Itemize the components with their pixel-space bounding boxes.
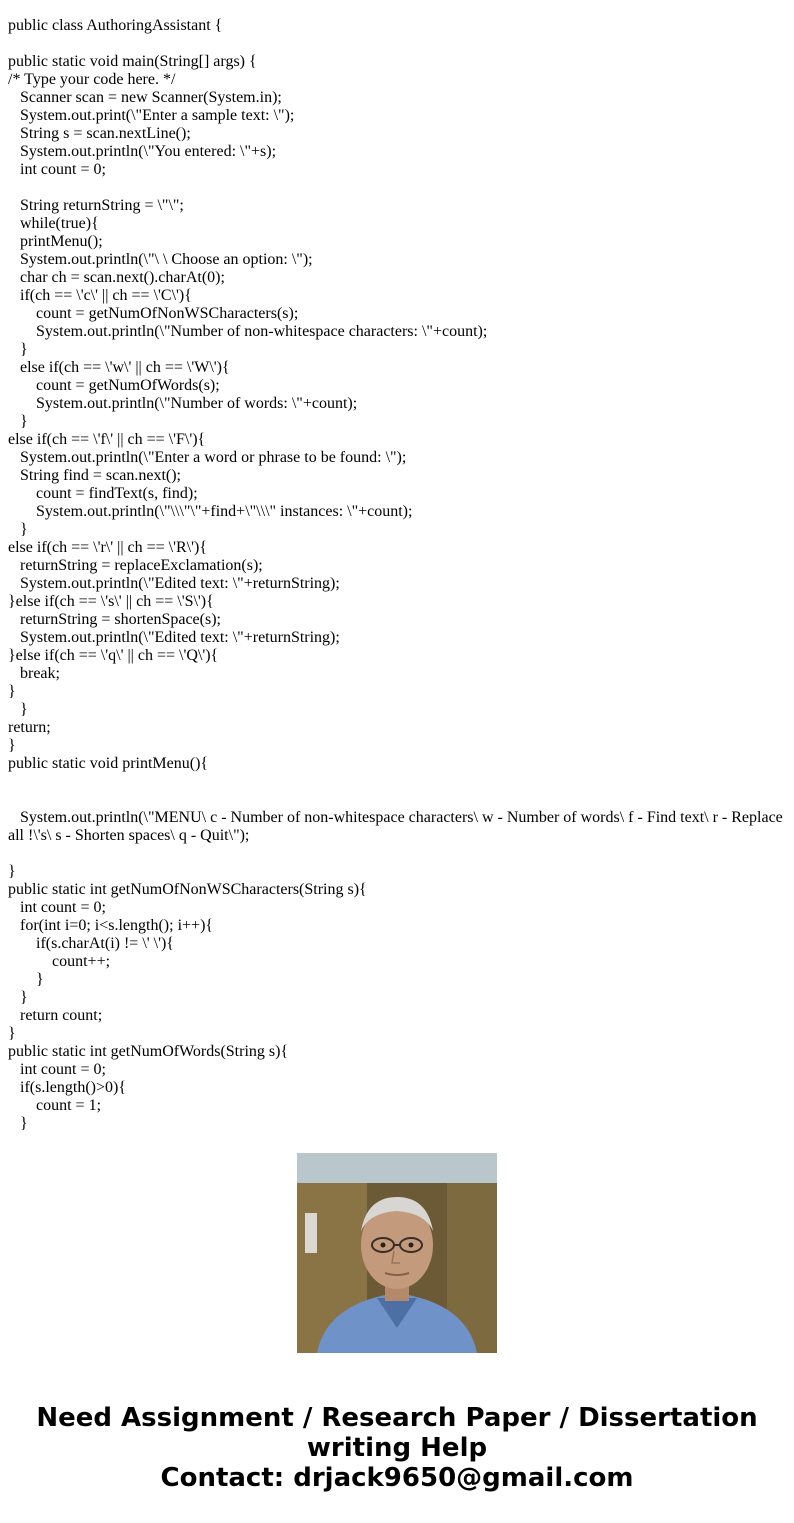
code-line: } [8, 683, 16, 700]
code-line: } [8, 1115, 28, 1132]
code-line: while(true){ [8, 215, 99, 232]
code-line: break; [8, 665, 60, 682]
code-line: returnString = shortenSpace(s); [8, 611, 221, 628]
code-line: int count = 0; [8, 899, 106, 916]
code-line: System.out.println(\"You entered: \"+s); [8, 143, 277, 160]
code-line: System.out.print(\"Enter a sample text: \"); [8, 107, 295, 124]
code-line: String find = scan.next(); [8, 467, 181, 484]
code-line: System.out.println(\"Number of words: \"+count); [8, 395, 358, 412]
code-line: public static int getNumOfWords(String s){ [8, 1043, 289, 1060]
avatar-photo-icon [297, 1153, 497, 1353]
code-line: } [8, 863, 16, 880]
code-line: System.out.println(\"Number of non-whitespace characters: \"+count); [8, 323, 488, 340]
code-line: public static void main(String[] args) { [8, 53, 257, 70]
code-line: int count = 0; [8, 161, 106, 178]
code-line: } [8, 413, 28, 430]
promo-line-1: Need Assignment / Research Paper / Dissertation [36, 1403, 758, 1433]
promo-line-2: writing Help [306, 1433, 488, 1463]
code-line: if(ch == \'c\' || ch == \'C\'){ [8, 287, 192, 304]
code-line: public class AuthoringAssistant { [8, 17, 223, 34]
code-line: printMenu(); [8, 233, 103, 250]
code-line: if(s.length()>0){ [8, 1079, 127, 1096]
promo-line-3: Contact: drjack9650@gmail.com [160, 1463, 634, 1493]
code-line: } [8, 701, 28, 718]
code-line: } [8, 521, 28, 538]
code-line: Scanner scan = new Scanner(System.in); [8, 89, 282, 106]
code-line: String returnString = \"\"; [8, 197, 184, 214]
code-line: else if(ch == \'w\' || ch == \'W\'){ [8, 359, 230, 376]
code-line: count = getNumOfNonWSCharacters(s); [8, 305, 299, 322]
code-line [8, 35, 788, 53]
code-line: }else if(ch == \'s\' || ch == \'S\'){ [8, 593, 214, 610]
code-line: public static void printMenu(){ [8, 755, 209, 772]
author-avatar [297, 1153, 497, 1353]
code-line: System.out.println(\"\\\"\"+find+\"\\\" instances: \"+count); [8, 503, 413, 520]
code-line: String s = scan.nextLine(); [8, 125, 191, 142]
code-line: System.out.println(\"Edited text: \"+returnString); [8, 629, 340, 646]
code-line: if(s.charAt(i) != \' \'){ [8, 935, 174, 952]
code-line: else if(ch == \'r\' || ch == \'R\'){ [8, 539, 207, 556]
code-line: System.out.println(\"\ \ Choose an option: \"); [8, 251, 313, 268]
code-line: } [8, 737, 16, 754]
code-line: count = findText(s, find); [8, 485, 198, 502]
code-line: count = getNumOfWords(s); [8, 377, 220, 394]
code-line: } [8, 1025, 16, 1042]
code-line: for(int i=0; i<s.length(); i++){ [8, 917, 214, 934]
code-line: System.out.println(\"Edited text: \"+returnString); [8, 575, 340, 592]
code-line: int count = 0; [8, 1061, 106, 1078]
code-line: count++; [8, 953, 111, 970]
code-listing [8, 17, 788, 1132]
code-line [8, 791, 788, 809]
code-line: returnString = replaceExclamation(s); [8, 557, 263, 574]
code-line [8, 179, 788, 197]
code-line: System.out.println(\"Enter a word or phrase to be found: \"); [8, 449, 407, 466]
code-line: }else if(ch == \'q\' || ch == \'Q\'){ [8, 647, 219, 664]
code-line: char ch = scan.next().charAt(0); [8, 269, 225, 286]
promo-banner [0, 1403, 794, 1493]
code-line: return count; [8, 1007, 103, 1024]
code-line: public static int getNumOfNonWSCharacters(String s){ [8, 881, 367, 898]
code-line: } [8, 341, 28, 358]
code-line [8, 845, 788, 863]
code-line: } [8, 971, 44, 988]
code-line: return; [8, 719, 51, 736]
code-line: else if(ch == \'f\' || ch == \'F\'){ [8, 431, 206, 448]
code-line: count = 1; [8, 1097, 102, 1114]
code-line [8, 773, 788, 791]
code-line: } [8, 989, 28, 1006]
code-line: System.out.println(\"MENU\ c - Number of non-whitespace characters\ w - Number of words\ f - Find text\ r - Replace all !\'s\ s - Shorten spaces\ q - Quit\"); [8, 809, 787, 844]
code-line: /* Type your code here. */ [8, 71, 176, 88]
